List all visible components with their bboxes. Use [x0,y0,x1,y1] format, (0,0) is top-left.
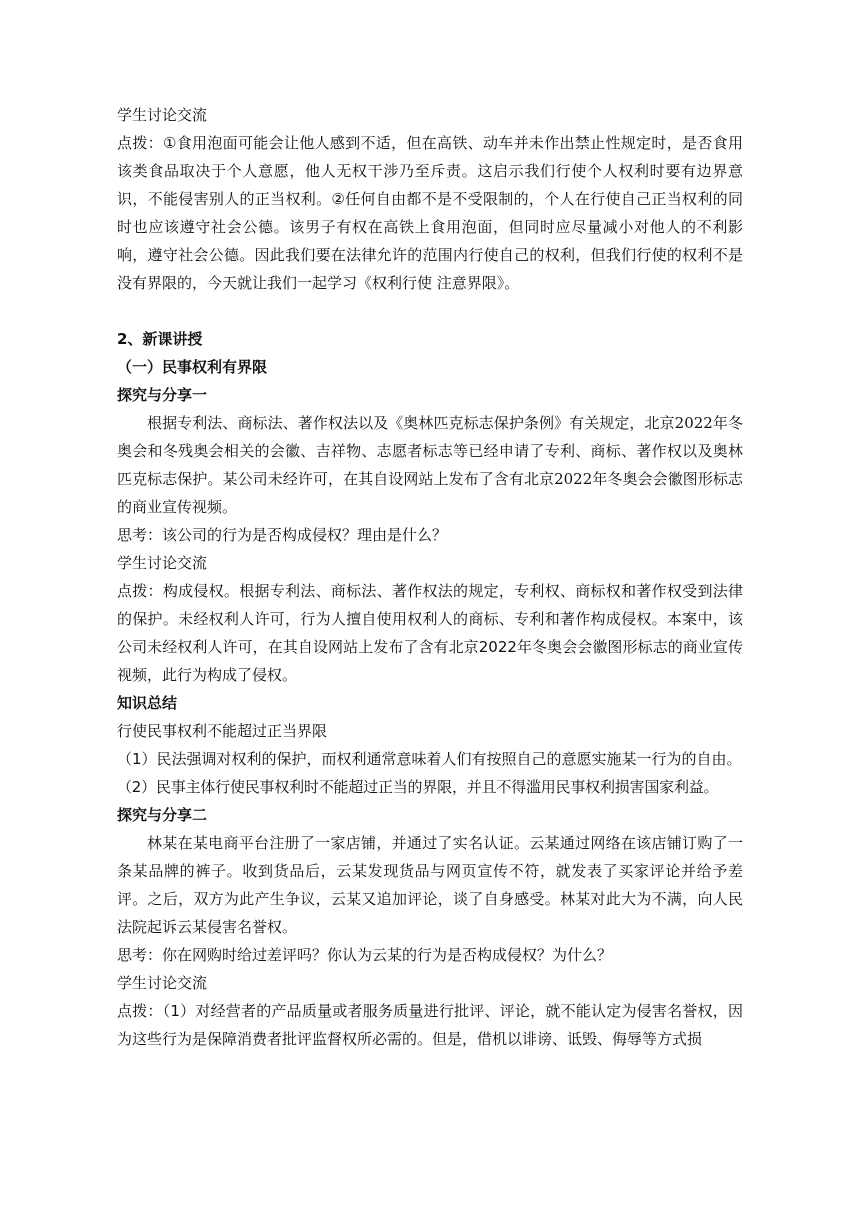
discussion-label: 学生讨论交流 [117,106,208,124]
tip-paragraph: 点拨：①食用泡面可能会让他人感到不适，但在高铁、动车并未作出禁止性规定时，是否食用该类食品取决于个人意愿，他人无权干涉乃至斥责。这启示我们行使个人权利时要有边界意识，不能侵害别人的正当权利。②任何自由都不是不受限制的，个人在行使自己正当权利的同时也应该遵守社会公德。该男子有权在高铁上食用泡面，但同时应尽量减小对他人的不利影响，遵守社会公德。因此我们要在法律允许的范围内行使自己的权利，但我们行使的权利不是没有界限的，今天就让我们一起学习《权利行使 注意界限》。 [117,134,743,292]
case-paragraph: 林某在某电商平台注册了一家店铺，并通过了实名认证。云某通过网络在该店铺订购了一条某品牌的裤子。收到货品后，云某发现货品与网页宣传不符，就发表了买家评论并给予差评。之后，双方为此产生争议，云某又追加评论，谈了自身感受。林某对此大为不满，向人民法院起诉云某侵害名誉权。 [117,834,743,936]
discussion-label: 学生讨论交流 [117,974,208,992]
summary-title: 知识总结 [117,694,178,712]
tip-paragraph: 点拨：（1）对经营者的产品质量或者服务质量进行批评、评论，就不能认定为侵害名誉权，因为这些行为是保障消费者批评监督权所必需的。但是，借机以诽谤、诋毁、侮辱等方式损 [117,1002,743,1048]
section-heading: 2、新课讲授 [117,330,203,348]
summary-point: （1）民法强调对权利的保护，而权利通常意味着人们有按照自己的意愿实施某一行为的自由。 [117,750,742,768]
explore-title: 探究与分享一 [117,386,208,404]
summary-line: 行使民事权利不能超过正当界限 [117,722,328,740]
question-paragraph: 思考：你在网购时给过差评吗？你认为云某的行为是否构成侵权？为什么？ [117,946,613,964]
question-paragraph: 思考：该公司的行为是否构成侵权？理由是什么？ [117,526,448,544]
case-paragraph: 根据专利法、商标法、著作权法以及《奥林匹克标志保护条例》有关规定，北京2022年冬奥会和冬残奥会相关的会徽、吉祥物、志愿者标志等已经申请了专利、商标、著作权以及奥林匹克标志保护。某公司未经许可，在其自设网站上发布了含有北京2022年冬奥会会徽图形标志的商业宣传视频。 [117,414,743,516]
explore-title: 探究与分享二 [117,806,208,824]
section-block [117,325,743,1053]
intro-block [117,101,743,297]
tip-paragraph: 点拨：构成侵权。根据专利法、商标法、著作权法的规定，专利权、商标权和著作权受到法律的保护。未经权利人许可，行为人擅自使用权利人的商标、专利和著作构成侵权。本案中，该公司未经权利人许可，在其自设网站上发布了含有北京2022年冬奥会会徽图形标志的商业宣传视频，此行为构成了侵权。 [117,582,743,684]
subsection-heading: （一）民事权利有界限 [117,358,268,376]
summary-point: （2）民事主体行使民事权利时不能超过正当的界限，并且不得滥用民事权利损害国家利益。 [117,778,719,796]
discussion-label: 学生讨论交流 [117,554,208,572]
